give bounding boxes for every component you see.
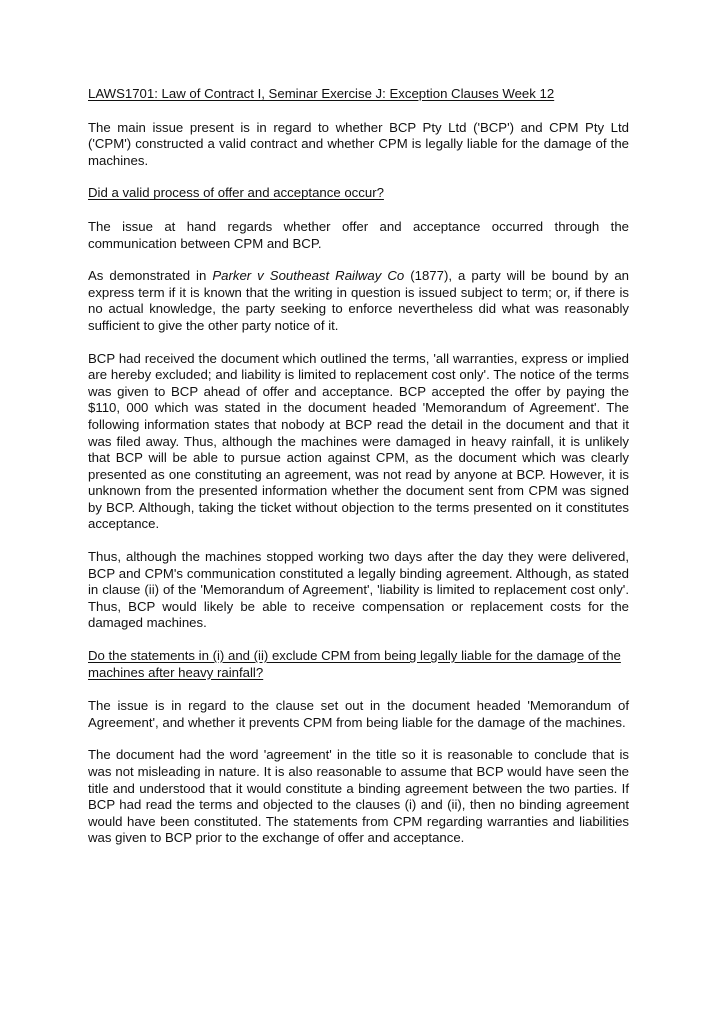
paragraph-conclusion-binding: Thus, although the machines stopped working two days after the day they were delivered, BCP and CPM's communication constituted a legally binding agreement. Although, as stated in clause (ii) of the 'Memorandum of Agreement', 'liability is limited to replacement cost only'. Thus, BCP would likely be able to receive compensation or replacement costs for the damaged machines. [88,549,629,631]
document-title: LAWS1701: Law of Contract I, Seminar Exercise J: Exception Clauses Week 12 [88,86,555,101]
paragraph-issue-offer: The issue at hand regards whether offer and acceptance occurred through the communication between CPM and BCP. [88,218,629,251]
paragraph-bcp-document: BCP had received the document which outlined the terms, 'all warranties, express or implied are hereby excluded; and liability is limited to replacement cost only'. The notice of the terms was given to BCP ahead of offer and acceptance. BCP accepted the offer by paying the $110, 000 which was stated in the document headed 'Memorandum of Agreement'. The following information states that nobody at BCP read the detail in the document and that it was filed away. Thus, although the machines were damaged in heavy rainfall, it is unlikely that BCP will be able to pursue action against CPM, as the document which was clearly presented as one constituting an agreement, was not read by anyone at BCP. However, it is unknown from the presented information whether the document sent from CPM was signed by BCP. Although, taking the ticket without objection to the terms presented on it constitutes acceptance. [88,350,629,532]
paragraph-parker-case-lead: As demonstrated in [88,268,213,284]
paragraph-parker-case-rest: (1877), a party will be bound by an express term if it is known that the writing in question is issued subject to term; or, if there is no actual knowledge, the party seeking to enforce nevertheless did what was reasonably sufficient to give the other party notice of it. [88,268,629,333]
paragraph-main-issue: The main issue present is in regard to whether BCP Pty Ltd ('BCP') and CPM Pty Ltd ('CPM') constructed a valid contract and whether CPM is legally liable for the damage of the machines. [88,119,629,168]
paragraph-agreement-title: The document had the word 'agreement' in the title so it is reasonable to conclude that is was not misleading in nature. It is also reasonable to assume that BCP would have seen the title and understood that it would constitute a binding agreement between the two parties. If BCP had read the terms and objected to the clauses (i) and (ii), then no binding agreement would have been constituted. The statements from CPM regarding warranties and liabilities was given to BCP prior to the exchange of offer and acceptance. [88,747,629,846]
paragraph-parker-case [88,268,629,334]
case-name: Parker v Southeast Railway Co [212,268,405,284]
section-heading-liability: Do the statements in (i) and (ii) exclude CPM from being legally liable for the damage of the machines after heavy rainfall? [88,648,621,680]
paragraph-issue-clause: The issue is in regard to the clause set out in the document headed 'Memorandum of Agreement', and whether it prevents CPM from being liable for the damage of the machines. [88,698,629,730]
document-page [88,86,629,863]
section-heading-offer-acceptance: Did a valid process of offer and acceptance occur? [88,185,384,201]
